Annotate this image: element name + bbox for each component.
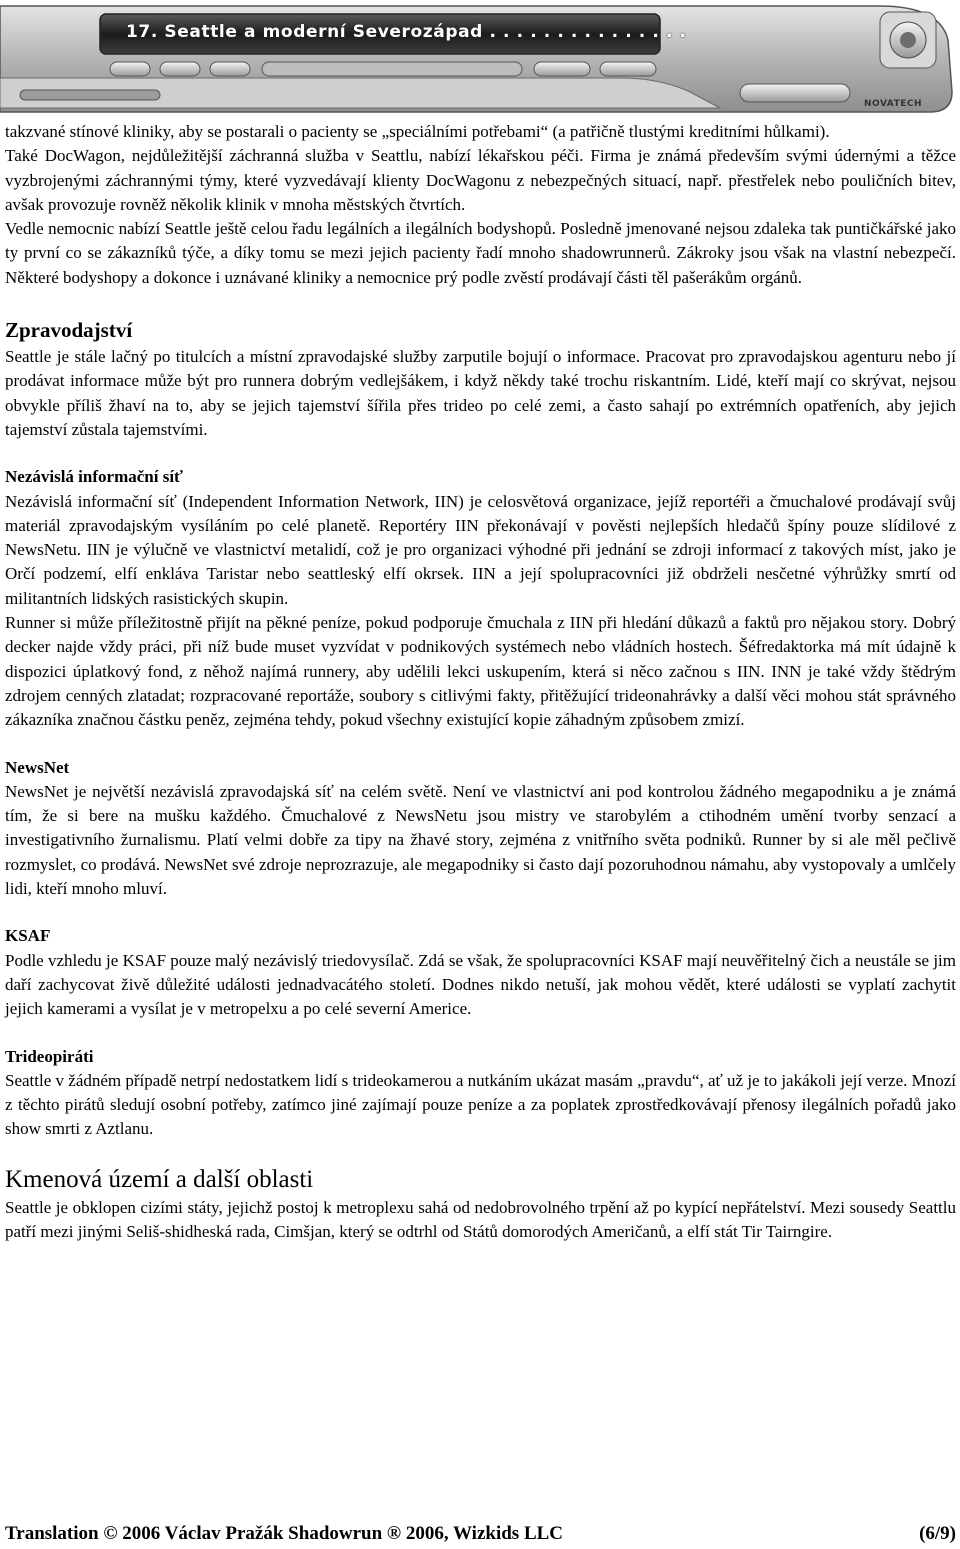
pirates-paragraph: Seattle v žádném případě netrpí nedostatkem lidí s trideokamerou a nutkáním ukázat masám „pravdu“, ať už je to jakákoli její verze. Mnozí z těchto pirátů sledují osobní potřeby, zatímco jiné zajímají pouze peníze a za poplatek zprostředkovávají přenosy ilegálních pořadů jako show smrti z Aztlanu. <box>5 1070 956 1139</box>
subheading-iin: Nezávislá informační síť <box>5 467 183 487</box>
banner-title: 17. Seattle a moderní Severozápad . . . . . . . . . . . . . . . <box>126 22 687 42</box>
iin-paragraph-1: Nezávislá informační síť (Independent Information Network, IIN) je celosvětová organizace, jejíž reportéři a čmuchalové prodávají svůj materiál zpravodajským vysíláním po celé planetě. Reportéry IIN překonávají v pověsti nejlepších hledačů špíny pouze slídilové z NewsNetu. IIN je výlučně ve vlastnictví metalidí, což je pro organizaci výhodné při jednání se zdroji informací z takových míst, jako je Orčí podzemí, elfí enkláva Taristar nebo seattleský elfí okrsek. IIN a její spolupracovníci již obdrželi nesčetné výhrůžky smrtí od militantních lidských rasistických skupin. <box>5 491 956 608</box>
news-paragraph: Seattle je stále lačný po titulcích a místní zpravodajské služby zarputile bojují o informace. Pracovat pro zpravodajskou agenturu nebo jí prodávat informace může být pro runnera dobrým vedlejšákem, i když někdy také trochu riskantním. Lidé, kteří mají co skrývat, nejsou obvykle příliš žhaví na to, aby se jejich tajemství šířila přes trideo po celé zemi, a často sahají po extrémních opatřeních, aby jejich tajemství zůstala tajemstvími. <box>5 347 956 439</box>
subheading-trideo-pirates: Trideopiráti <box>5 1046 94 1066</box>
header-banner <box>0 0 960 118</box>
subheading-ksaf: KSAF <box>5 926 51 946</box>
section-heading-news: Zpravodajství <box>5 318 133 343</box>
tribal-paragraph: Seattle je obklopen cizími státy, jejichž postoj k metroplexu sahá od nedobrovolného trpění až po kypící nepřátelství. Mezi sousedy Seattlu patří mezi jinými Seliš-shidheská rada, Cimšjan, který se odtrhl od Států domorodých Američanů, a elfí stát Tir Tairngire. <box>5 1197 956 1241</box>
intro-paragraph-1: takzvané stínové kliniky, aby se postarali o pacienty se „speciálními potřebami“ (a patřičně tlustými kreditními hůlkami). <box>5 122 830 141</box>
footer-copyright: Translation © 2006 Václav Pražák Shadowrun ® 2006, Wizkids LLC <box>5 1523 564 1544</box>
brand-logo-text: NOVATECH <box>864 99 922 109</box>
subheading-newsnet: NewsNet <box>5 757 70 777</box>
intro-paragraph-3: Vedle nemocnic nabízí Seattle ještě celou řadu legálních a ilegálních bodyshopů. Posledně jmenované nejsou zdaleka tak puntičkářské jako ty první co se zákazníků týče, a díky tomu se mezi jejich pacienty řadí mnoho shadowrunnerů. Zákroky jsou však na vlastní nebezpečí. Některé bodyshopy a dokonce i uznávané kliniky a nemocnice prý podle zvěstí prodávají části těl pašerákům orgánů. <box>5 219 956 287</box>
document-body <box>5 120 956 1244</box>
page-footer <box>5 1523 956 1545</box>
banner-frame-graphic <box>0 0 960 118</box>
iin-paragraph-2: Runner si může příležitostně přijít na pěkné peníze, pokud podporuje čmuchala z IIN při hledání důkazů a faktů pro nějakou story. Dobrý decker najde vždy práci, při níž bude muset vyzvídat v podnikových systémech nebo vládních hostech. Šéfredaktorka má mít údajně k dispozici úplatkový fond, z něhož najímá runnery, aby udělili lekci uskupením, která si něco začnou s IIN. INN je také vždy štědrým zdrojem cenných zlatadat; rozpracované reportáže, soubory s citlivými fakty, přitěžující trideonahrávky a další věci mohou stát správného zákazníka značnou částku peněz, zejména tehdy, pokud všechny existující kopie záhadným způsobem zmizí. <box>5 613 956 730</box>
newsnet-paragraph: NewsNet je největší nezávislá zpravodajská síť na celém světě. Není ve vlastnictví ani pod kontrolou žádného megapodniku a je známá tím, že si bere na mušku každého. Čmuchalové z NewsNetu jsou mistry ve starobylém a ctihodném umění tvorby senzací a investigativního žurnalismu. Platí velmi dobře za tipy na žhavé story, zejména z vnitřního světa podniků. Runner by si ale měl pečlivě rozmyslet, co prodává. NewsNet své zdroje neprozrazuje, ale megapodniky si často dají pozoruhodnou námahu, aby vystopovaly a umlčely lidi, kteří mnoho mluví. <box>5 781 956 899</box>
page-number: (6/9) <box>919 1523 956 1544</box>
section-heading-tribal-lands: Kmenová území a další oblasti <box>5 1165 314 1193</box>
ksaf-paragraph: Podle vzhledu je KSAF pouze malý nezávislý triedovysílač. Zdá se však, že spolupracovníci KSAF mají neuvěřitelný čich a neustále se jim daří zachycovat živě důležité události jednadvacátého století. Dodnes nikdo netuší, jak mohou vědět, které události se vyplatí zachytit jejich kamerami a vysílat je v metropelxu a po celé severní Americe. <box>5 950 956 1019</box>
intro-paragraph-2: Také DocWagon, nejdůležitější záchranná služba v Seattlu, nabízí lékařskou péči. Firma je známá především svými údernými a těžce vyzbrojenými záchrannými týmy, které vyzvedávají klienty DocWagonu z nebezpečných situací, např. přestřelek nebo pouličních bitev, avšak provozuje rovněž několik klinik v mnoha městských čtvrtích. <box>5 146 956 214</box>
